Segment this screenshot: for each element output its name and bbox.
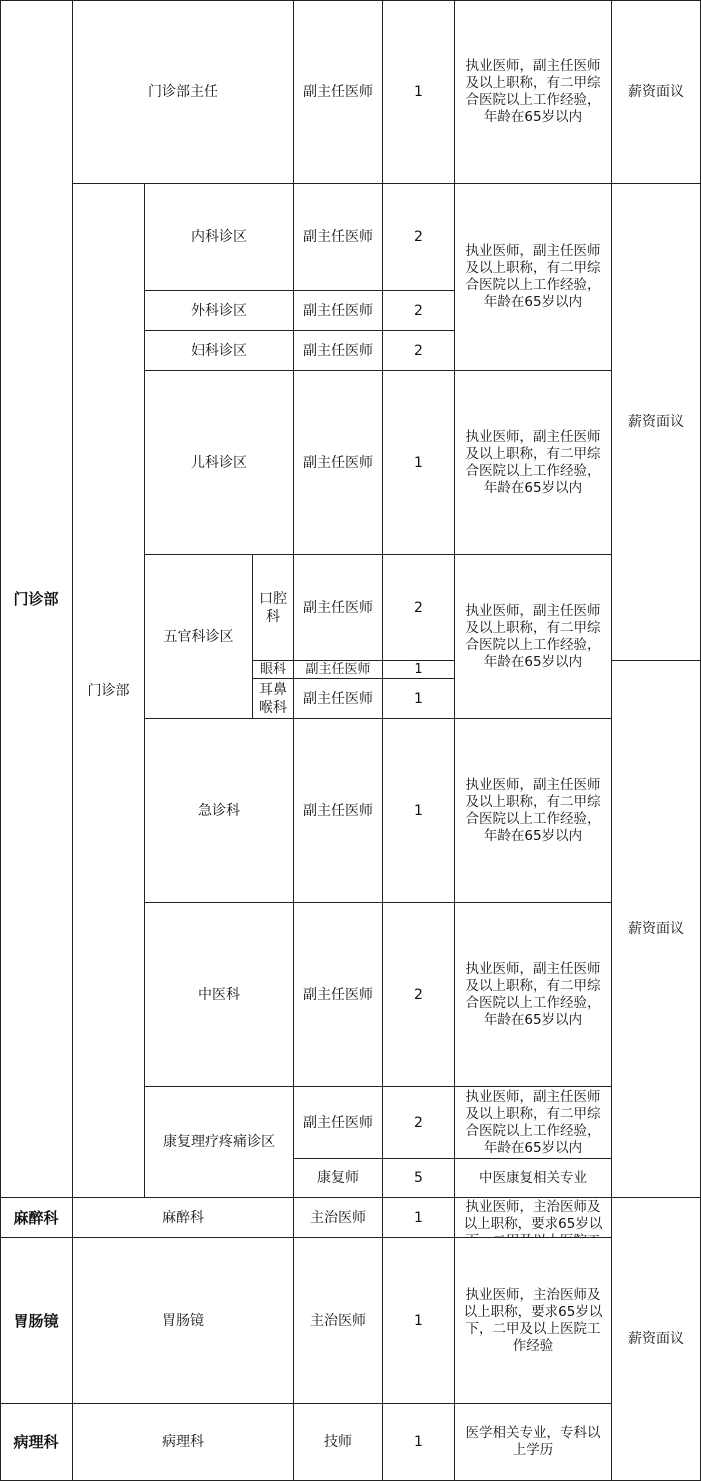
title-cell: 副主任医师 (294, 903, 383, 1087)
section-internal: 内科诊区 (145, 184, 294, 291)
dept-anesthesia: 麻醉科 (0, 1198, 73, 1238)
dept-pathology: 病理科 (0, 1404, 73, 1481)
requirement-cell: 执业医师，副主任医师及以上职称，有二甲综合医院以上工作经验，年龄在65岁以内 (455, 555, 612, 719)
dept-outpatient: 门诊部 (0, 0, 73, 1198)
count-cell: 5 (383, 1159, 455, 1198)
requirement-cell: 执业医师，主治医师及以上职称，要求65岁以下，二甲及以上医院工作经验 (455, 1238, 612, 1404)
count-cell: 1 (383, 719, 455, 903)
requirement-cell: 执业医师，副主任医师及以上职称，有二甲综合医院以上工作经验，年龄在65岁以内 (455, 719, 612, 903)
title-cell: 主治医师 (294, 1198, 383, 1238)
salary-cell: 薪资面议 (612, 184, 701, 661)
requirement-cell: 执业医师，副主任医师及以上职称，有二甲综合医院以上工作经验，年龄在65岁以内 (455, 184, 612, 371)
count-cell: 1 (383, 1404, 455, 1481)
subsection-oral: 口腔科 (253, 555, 294, 661)
count-cell: 2 (383, 184, 455, 291)
count-cell: 2 (383, 1087, 455, 1159)
requirement-cell: 医学相关专业，专科以上学历 (455, 1404, 612, 1481)
title-cell: 副主任医师 (294, 331, 383, 371)
title-cell: 康复师 (294, 1159, 383, 1198)
section-gastro: 胃肠镜 (73, 1238, 294, 1404)
title-cell: 副主任医师 (294, 555, 383, 661)
subsection-eye: 眼科 (253, 661, 294, 679)
title-cell: 副主任医师 (294, 371, 383, 555)
requirement-cell: 执业医师，副主任医师及以上职称，有二甲综合医院以上工作经验，年龄在65岁以内 (455, 1087, 612, 1159)
subsection-ent-throat: 耳鼻喉科 (253, 679, 294, 719)
title-cell: 副主任医师 (294, 184, 383, 291)
count-cell: 1 (383, 371, 455, 555)
section-rehab: 康复理疗疼痛诊区 (145, 1087, 294, 1198)
title-cell: 主治医师 (294, 1238, 383, 1404)
count-cell: 2 (383, 903, 455, 1087)
count-cell: 2 (383, 291, 455, 331)
section-emergency: 急诊科 (145, 719, 294, 903)
subdept-outpatient: 门诊部 (73, 184, 145, 1198)
requirement-cell: 中医康复相关专业 (455, 1159, 612, 1198)
count-cell: 2 (383, 555, 455, 661)
requirement-cell: 执业医师，主治医师及以上职称，要求65岁以 (455, 1198, 612, 1238)
section-director: 门诊部主任 (73, 0, 294, 184)
section-tcm: 中医科 (145, 903, 294, 1087)
count-cell: 1 (383, 1238, 455, 1404)
count-cell: 1 (383, 661, 455, 679)
section-gynecology: 妇科诊区 (145, 331, 294, 371)
section-ent: 五官科诊区 (145, 555, 253, 719)
salary-cell: 薪资面议 (612, 0, 701, 184)
section-surgery: 外科诊区 (145, 291, 294, 331)
salary-cell: 薪资面议 (612, 1198, 701, 1481)
requirement-cell: 执业医师，副主任医师及以上职称，有二甲综合医院以上工作经验，年龄在65岁以内 (455, 371, 612, 555)
count-cell: 1 (383, 1198, 455, 1238)
salary-cell: 薪资面议 (612, 661, 701, 1198)
title-cell: 副主任医师 (294, 661, 383, 679)
title-cell: 副主任医师 (294, 0, 383, 184)
dept-gastro: 胃肠镜 (0, 1238, 73, 1404)
count-cell: 1 (383, 0, 455, 184)
title-cell: 副主任医师 (294, 1087, 383, 1159)
section-pathology: 病理科 (73, 1404, 294, 1481)
section-pediatrics: 儿科诊区 (145, 371, 294, 555)
count-cell: 1 (383, 679, 455, 719)
title-cell: 技师 (294, 1404, 383, 1481)
title-cell: 副主任医师 (294, 719, 383, 903)
section-anesthesia: 麻醉科 (73, 1198, 294, 1238)
count-cell: 2 (383, 331, 455, 371)
requirement-cell: 执业医师，副主任医师及以上职称，有二甲综合医院以上工作经验，年龄在65岁以内 (455, 0, 612, 184)
requirement-cell: 执业医师，副主任医师及以上职称，有二甲综合医院以上工作经验，年龄在65岁以内 (455, 903, 612, 1087)
title-cell: 副主任医师 (294, 679, 383, 719)
title-cell: 副主任医师 (294, 291, 383, 331)
